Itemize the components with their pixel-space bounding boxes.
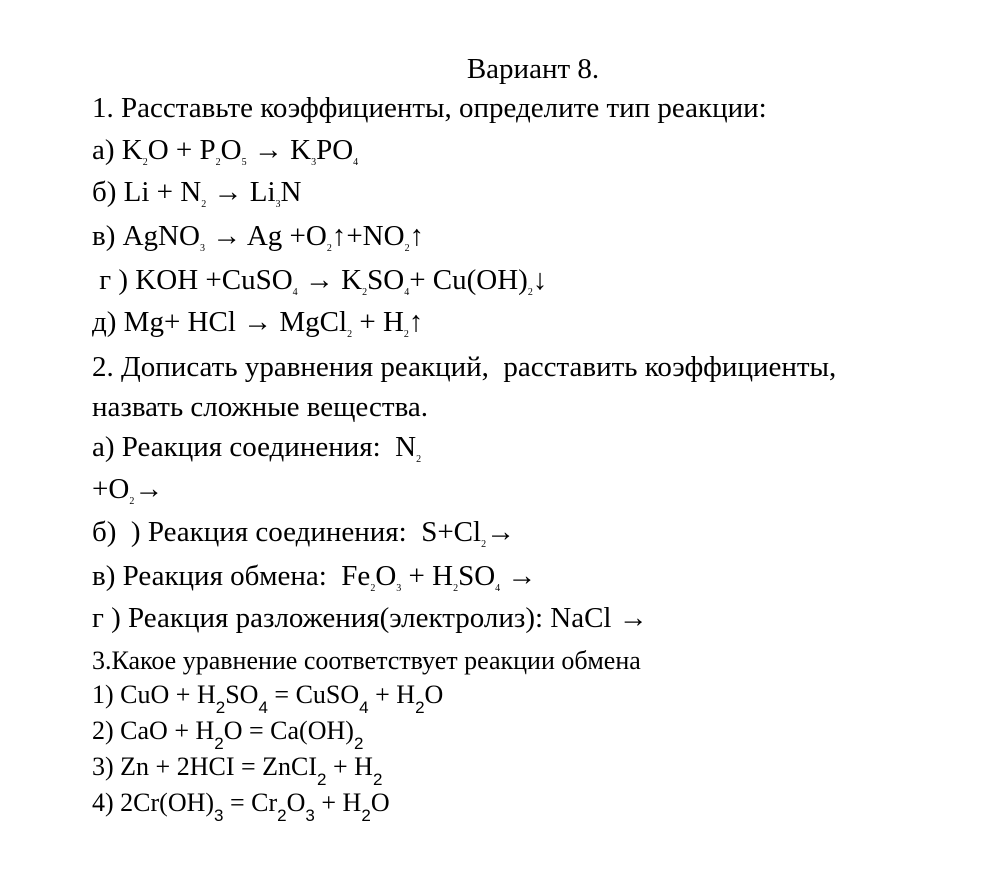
text-segment: + H xyxy=(352,306,404,338)
subscript: 2 xyxy=(481,539,487,550)
text-segment: → xyxy=(486,516,516,548)
text-segment: 1. Расставьте коэффициенты, определите тип реакции: xyxy=(92,92,767,124)
text-segment: + H xyxy=(326,752,373,781)
text-segment: ↓ xyxy=(532,264,548,296)
text-line xyxy=(92,430,421,477)
text-line xyxy=(92,350,836,384)
subscript: 3 xyxy=(311,157,317,168)
text-segment: SO xyxy=(458,560,496,592)
text-segment: O xyxy=(370,788,390,817)
text-segment: + Cu(OH) xyxy=(409,264,528,296)
text-segment: O xyxy=(424,680,444,709)
text-segment: 3) Zn + 2HCI = ZnCI xyxy=(92,752,318,781)
text-segment: = CuSO xyxy=(267,680,360,709)
text-segment: 3.Какое уравнение соответствует реакции обмена xyxy=(92,646,641,675)
subscript: 2 xyxy=(404,243,410,254)
text-line xyxy=(92,91,767,125)
text-segment: SO xyxy=(225,680,259,709)
text-line xyxy=(92,305,423,352)
text-line xyxy=(92,263,547,310)
subscript: 2 xyxy=(361,806,371,825)
text-segment: O xyxy=(220,134,242,166)
text-segment: г ) KOH +CuSO xyxy=(92,264,293,296)
text-segment: → Li xyxy=(206,176,276,208)
subscript: 2 xyxy=(215,157,221,168)
text-segment: → Ag +O xyxy=(204,220,327,252)
text-segment: ↑ xyxy=(409,220,425,252)
subscript: 4 xyxy=(258,698,268,717)
text-segment: O xyxy=(286,788,306,817)
subscript: 2 xyxy=(403,329,409,340)
text-segment: → K xyxy=(297,264,363,296)
text-segment: → xyxy=(500,560,537,592)
text-segment: в) AgNO xyxy=(92,220,200,252)
text-segment: а) Реакция соединения: N xyxy=(92,431,417,463)
text-segment: а) K xyxy=(92,134,143,166)
subscript: 3 xyxy=(305,806,315,825)
subscript: 2 xyxy=(326,243,332,254)
question-line xyxy=(92,644,641,678)
subscript: 2 xyxy=(362,287,368,298)
subscript: 2 xyxy=(353,734,364,753)
text-segment: г ) Реакция разложения(электролиз): NaCl → xyxy=(92,602,648,634)
text-line xyxy=(92,515,515,562)
text-segment: + H xyxy=(401,560,454,592)
text-line xyxy=(92,133,358,180)
text-segment: 2) CaO + H xyxy=(92,716,215,745)
text-segment: SO xyxy=(367,264,405,296)
subscript: 2 xyxy=(214,734,224,753)
text-segment: PO xyxy=(316,134,354,166)
subscript: 3 xyxy=(199,243,205,254)
page-title: Вариант 8. xyxy=(466,53,600,85)
subscript: 3 xyxy=(214,806,224,825)
question-line xyxy=(92,786,390,833)
text-segment: 2. Дописать уравнения реакций, расставить коэффициенты, xyxy=(92,351,837,383)
text-segment: + H xyxy=(314,788,362,817)
text-line xyxy=(92,219,424,266)
text-segment: O + P xyxy=(147,134,216,166)
text-line xyxy=(92,559,536,606)
subscript: 2 xyxy=(416,454,422,465)
subscript: 5 xyxy=(241,157,247,168)
text-segment: 1) CuO + H xyxy=(92,680,216,709)
text-segment: ↑+NO xyxy=(331,220,405,252)
subscript: 4 xyxy=(292,287,298,298)
text-segment: O xyxy=(375,560,397,592)
text-segment: б) ) Реакция соединения: S+Cl xyxy=(92,516,482,548)
text-segment: → xyxy=(134,473,164,505)
text-segment: O = Ca(OH) xyxy=(223,716,354,745)
subscript: 2 xyxy=(142,157,148,168)
subscript: 4 xyxy=(404,287,410,298)
text-line xyxy=(92,472,163,519)
text-segment: назвать сложные вещества. xyxy=(92,391,429,423)
text-segment: ↑ xyxy=(408,306,424,338)
text-segment: д) Mg+ HCl → MgCl xyxy=(92,306,348,338)
text-segment: в) Реакция обмена: Fe xyxy=(92,560,371,592)
text-line xyxy=(92,175,301,222)
text-segment: 4) 2Cr(OH) xyxy=(92,788,215,817)
subscript: 2 xyxy=(415,698,425,717)
subscript: 3 xyxy=(275,199,281,210)
subscript: 2 xyxy=(527,287,533,298)
text-line xyxy=(92,601,648,635)
text-segment: → K xyxy=(246,134,312,166)
text-segment: = Cr xyxy=(223,788,278,817)
subscript: 2 xyxy=(347,329,353,340)
text-segment: +O xyxy=(92,473,130,505)
subscript: 4 xyxy=(353,157,359,168)
text-segment: N xyxy=(280,176,302,208)
text-segment: б) Li + N xyxy=(92,176,202,208)
subscript: 2 xyxy=(215,698,226,717)
subscript: 2 xyxy=(201,199,207,210)
subscript: 2 xyxy=(370,583,376,594)
text-line xyxy=(92,390,428,424)
subscript: 3 xyxy=(396,583,402,594)
subscript: 2 xyxy=(129,496,135,507)
subscript: 2 xyxy=(453,583,459,594)
subscript: 2 xyxy=(372,770,383,789)
text-segment: + H xyxy=(368,680,416,709)
subscript: 2 xyxy=(277,806,287,825)
subscript: 2 xyxy=(317,770,327,789)
subscript: 4 xyxy=(495,583,501,594)
subscript: 4 xyxy=(359,698,369,717)
